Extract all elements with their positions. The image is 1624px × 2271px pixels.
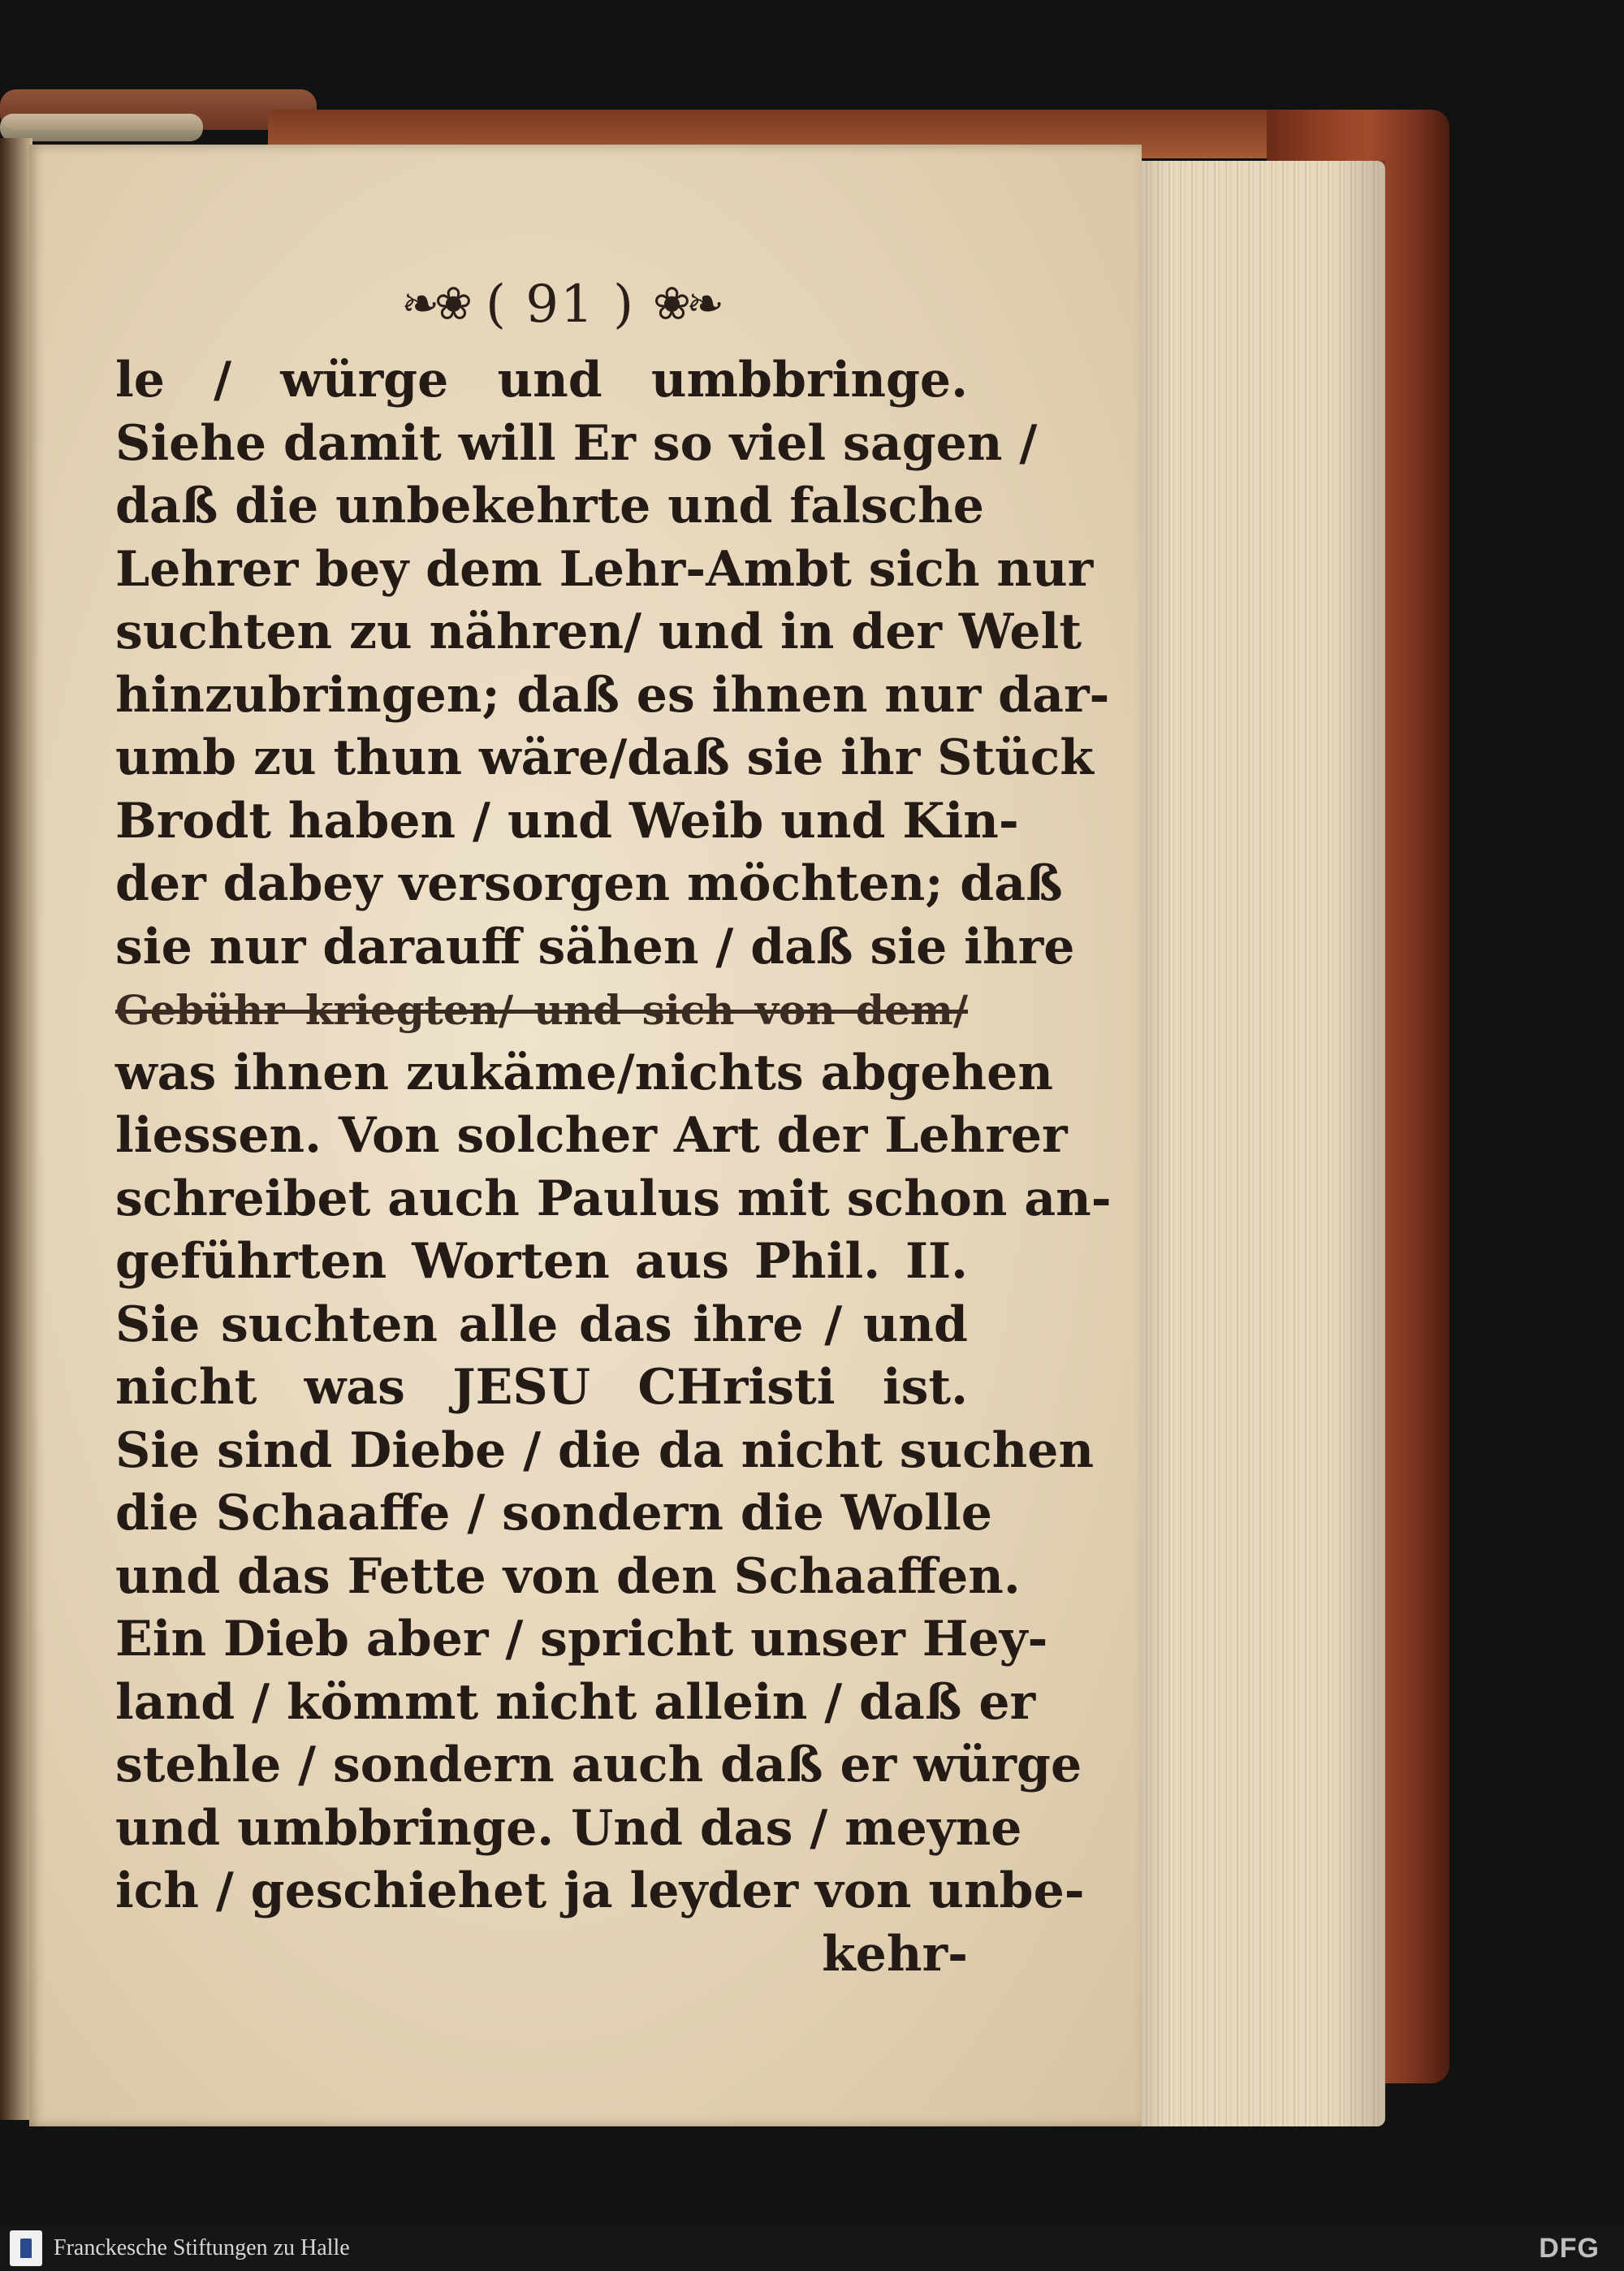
viewer-footer bbox=[0, 2226, 1624, 2271]
text-line: liessen. Von solcher Art der Lehrer bbox=[115, 1107, 1068, 1164]
text-line: Siehe damit will Er so viel sagen / bbox=[115, 414, 1038, 472]
text-line-struck: Gebühr kriegten/ und sich von dem/ bbox=[115, 986, 968, 1034]
text-line: ich / geschiehet ja leyder von unbe- bbox=[115, 1862, 1085, 1919]
text-line: der dabey versorgen möchten; daß bbox=[115, 855, 1063, 912]
text-line: geführten Worten aus Phil. II. bbox=[115, 1233, 968, 1290]
text-line: hinzubringen; daß es ihnen nur dar- bbox=[115, 666, 1110, 724]
page-number: ( 91 ) bbox=[485, 275, 636, 335]
text-line: Sie suchten alle das ihre / und bbox=[115, 1296, 968, 1353]
text-line: und umbbringe. Und das / meyne bbox=[115, 1799, 1022, 1857]
text-line: was ihnen zukäme/nichts abgehen bbox=[115, 1044, 1053, 1101]
catchword: kehr- bbox=[822, 1925, 968, 1983]
text-line: daß die unbekehrte und falsche bbox=[115, 478, 984, 534]
dfg-logo[interactable]: DFG bbox=[1539, 2232, 1600, 2264]
ornament-left-icon: ❧❀ bbox=[401, 278, 468, 331]
gutter-edge bbox=[0, 138, 32, 2120]
institution-name[interactable]: Franckesche Stiftungen zu Halle bbox=[54, 2235, 350, 2260]
text-line: die Schaaffe / sondern die Wolle bbox=[115, 1485, 992, 1542]
text-line: Lehrer bey dem Lehr-Ambt sich nur bbox=[115, 540, 1094, 598]
text-line: Brodt haben / und Weib und Kin- bbox=[115, 792, 1019, 850]
page-text bbox=[115, 349, 1112, 1986]
text-line: land / kömmt nicht allein / daß er bbox=[115, 1673, 1036, 1731]
footer-left bbox=[10, 2230, 350, 2266]
text-line: und das Fette von den Schaaffen. bbox=[115, 1547, 1021, 1605]
text-line: umb zu thun wäre/daß sie ihr Stück bbox=[115, 729, 1094, 786]
page-block-shade bbox=[1117, 161, 1385, 2126]
text-line: schreibet auch Paulus mit schon an- bbox=[115, 1170, 1112, 1227]
page-header bbox=[341, 268, 780, 341]
text-line: nicht was JESU CHristi ist. bbox=[115, 1359, 968, 1416]
text-line: Sie sind Diebe / die da nicht suchen bbox=[115, 1421, 1095, 1479]
text-line: stehle / sondern auch daß er würge bbox=[115, 1737, 1082, 1793]
institution-logo-icon bbox=[10, 2230, 42, 2266]
text-line: sie nur darauff sähen / daß sie ihre bbox=[115, 918, 1075, 975]
text-line: Ein Dieb aber / spricht unser Hey- bbox=[115, 1611, 1048, 1668]
text-line: suchten zu nähren/ und in der Welt bbox=[115, 603, 1082, 660]
ornament-right-icon: ❀❧ bbox=[653, 278, 719, 331]
text-line: le / würge und umbbringe. bbox=[115, 352, 968, 409]
spine-cord bbox=[0, 114, 203, 141]
